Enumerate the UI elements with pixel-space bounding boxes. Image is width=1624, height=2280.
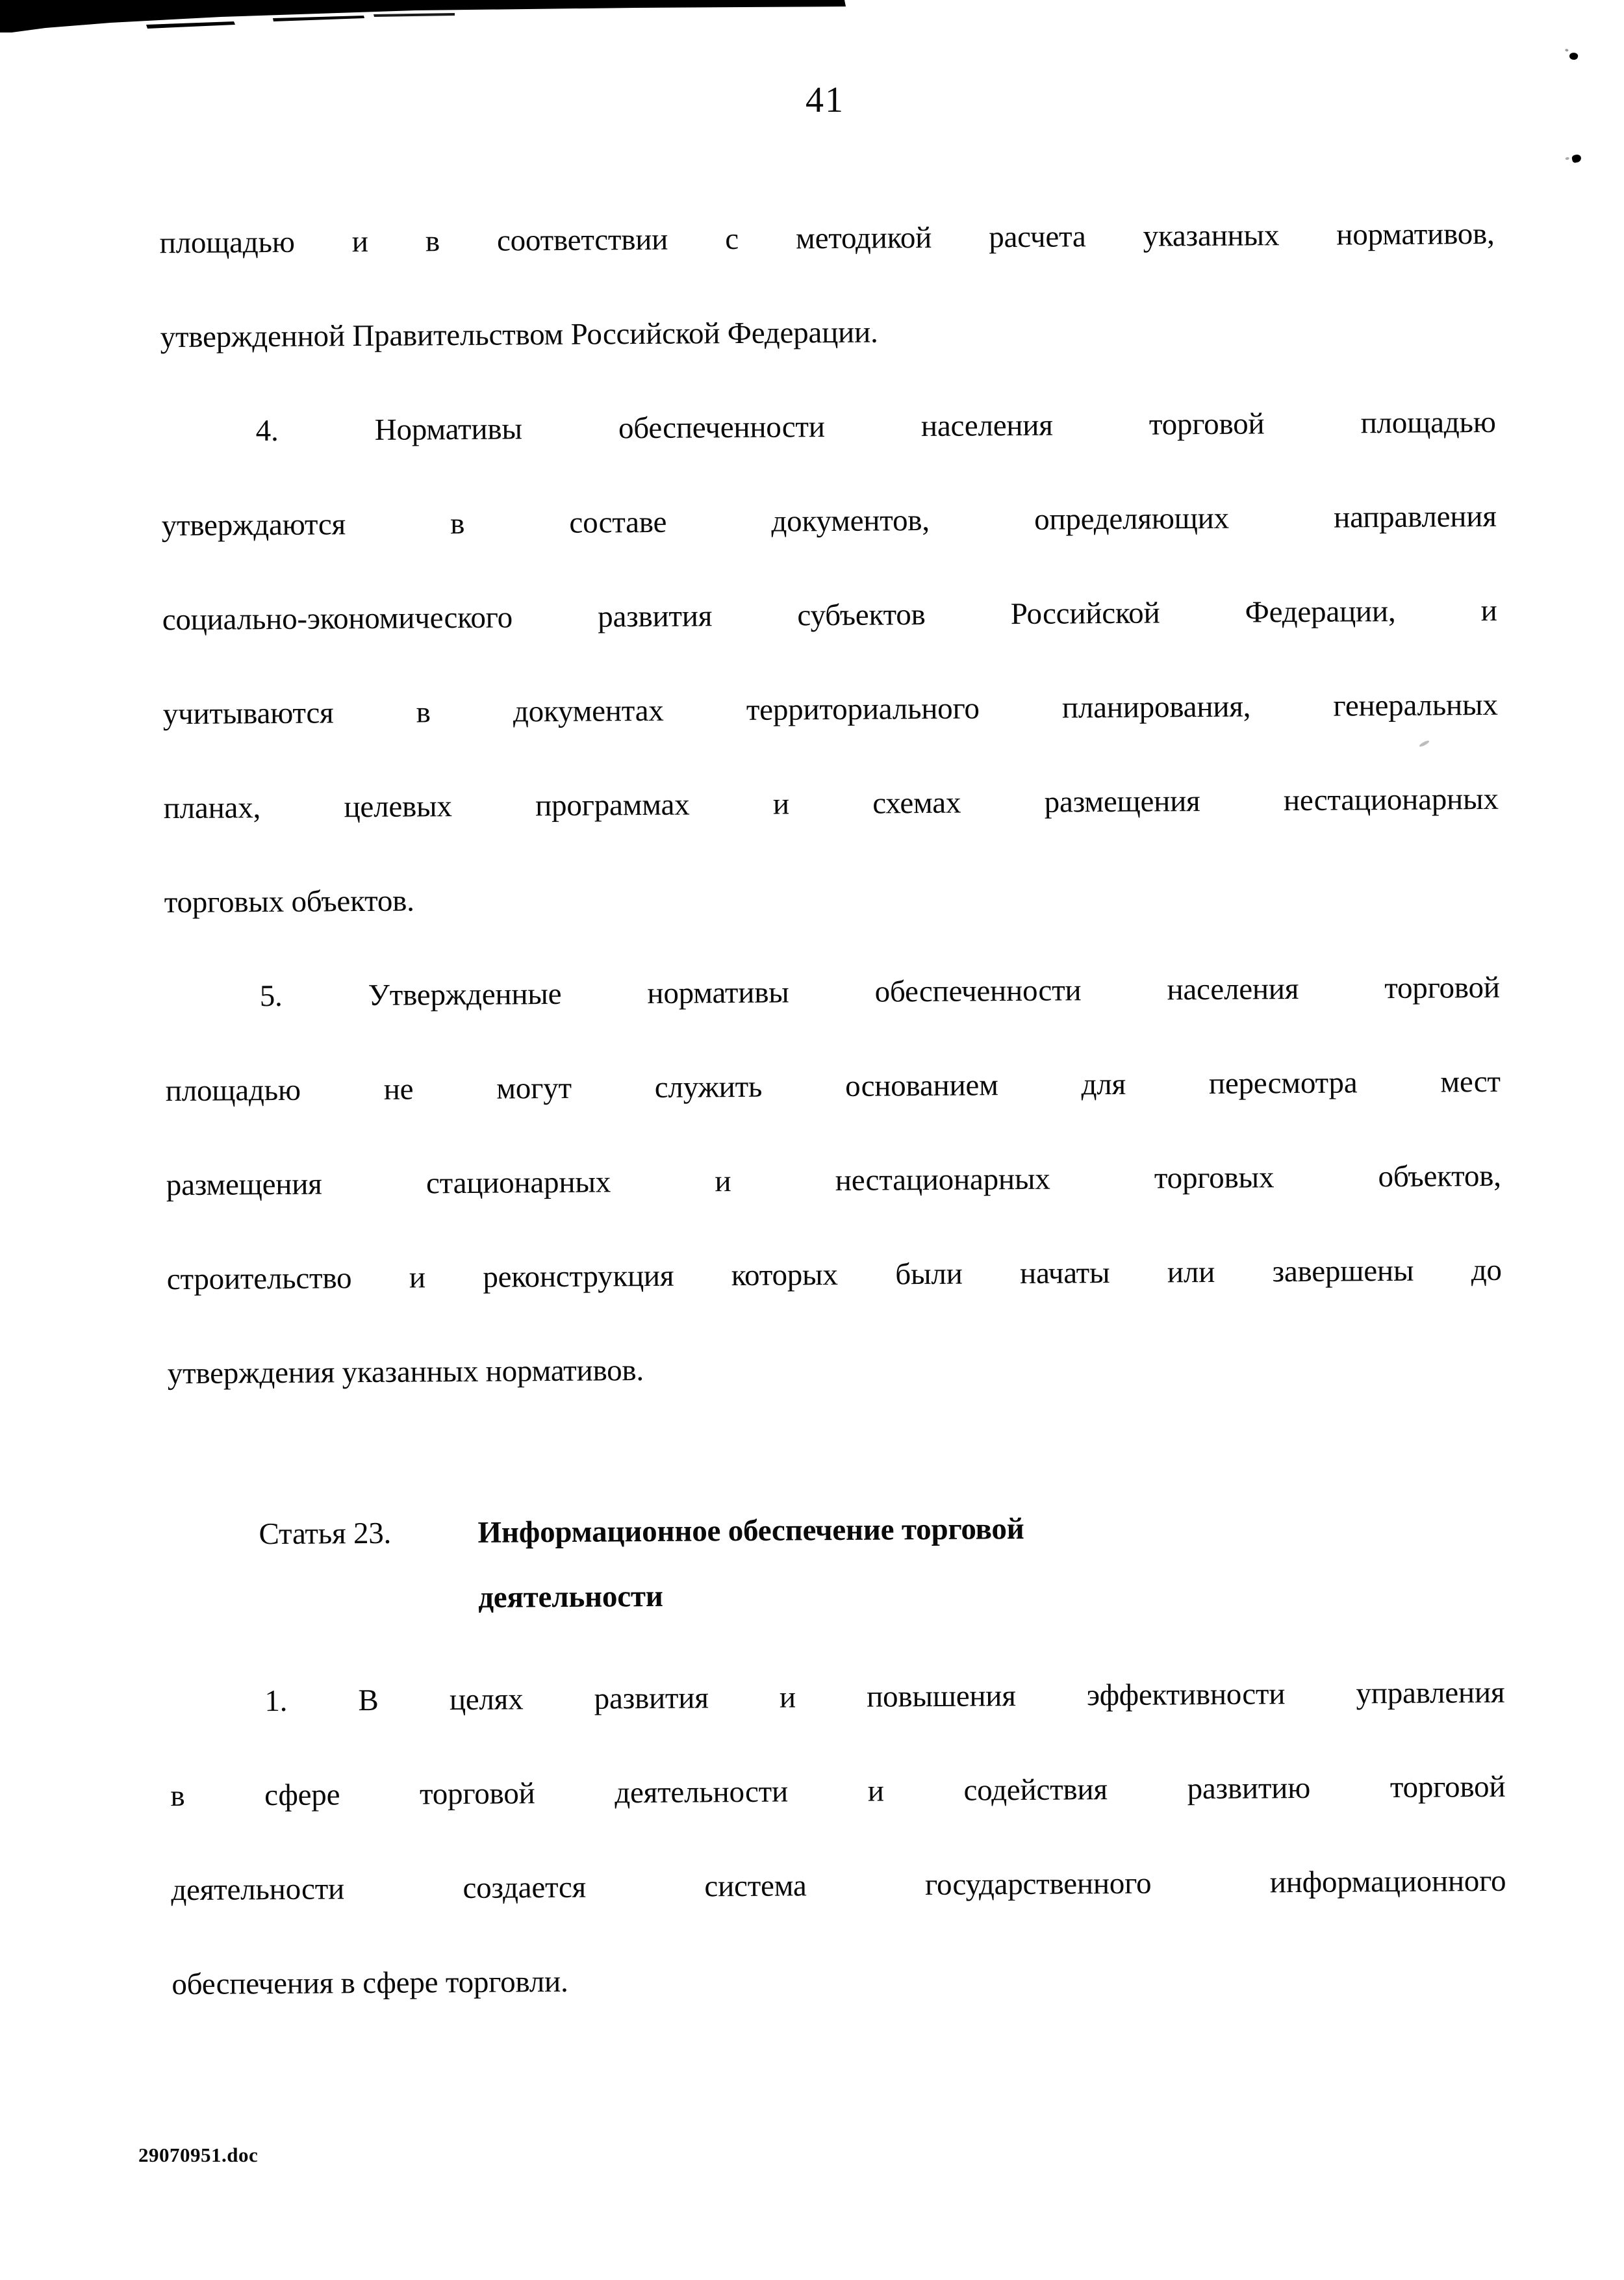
footer-filename: 29070951.doc [138,2144,259,2166]
text-line: деятельности создается система государственного информационного [171,1864,1506,1908]
text-line: размещения стационарных и нестационарных торговых объектов, [166,1159,1501,1203]
text-line: планах, целевых программах и схемах размещения нестационарных [163,782,1499,826]
article-title-line: деятельности [478,1579,663,1615]
text-line: в сфере торговой деятельности и содействия развитию торговой [170,1769,1506,1813]
text-line: социально-экономического развития субъектов Российской Федерации, и [162,593,1497,637]
text-line: 5. Утвержденные нормативы обеспеченности населения торговой [259,970,1500,1014]
text-line: 4. Нормативы обеспеченности населения торговой площадью [255,405,1496,448]
text-line: 1. В целях развития и повышения эффективности управления [264,1675,1505,1719]
text-line: обеспечения в сфере торговли. [171,1964,568,2002]
article-heading [259,1493,1504,1632]
text-line: торговых объектов. [164,884,414,920]
text-line: утверждения указанных нормативов. [167,1353,644,1391]
text-line: площадью и в соответствии с методикой расчета указанных нормативов, [159,216,1495,261]
ink-speck [1571,154,1582,164]
text-line: строительство и реконструкция которых были начаты или завершены до [166,1253,1502,1297]
document-body [159,187,1507,2032]
article-title [477,1496,1024,1630]
article-title-line: Информационное обеспечение торговой [477,1511,1024,1550]
text-line: учитываются в документах территориального планирования, генеральных [162,687,1498,732]
scan-artifact-top-band [0,0,851,34]
article-paragraph [170,1646,1507,2032]
article-number-label: Статья 23. [259,1516,392,1552]
page-number: 41 [806,80,844,120]
ink-speck [1569,51,1579,60]
text-line: утверждаются в составе документов, определяющих направления [161,499,1497,543]
text-line: площадью не могут служить основанием для пересмотра мест [165,1064,1501,1108]
text-line: утвержденной Правительством Российской Федерации. [160,315,878,355]
